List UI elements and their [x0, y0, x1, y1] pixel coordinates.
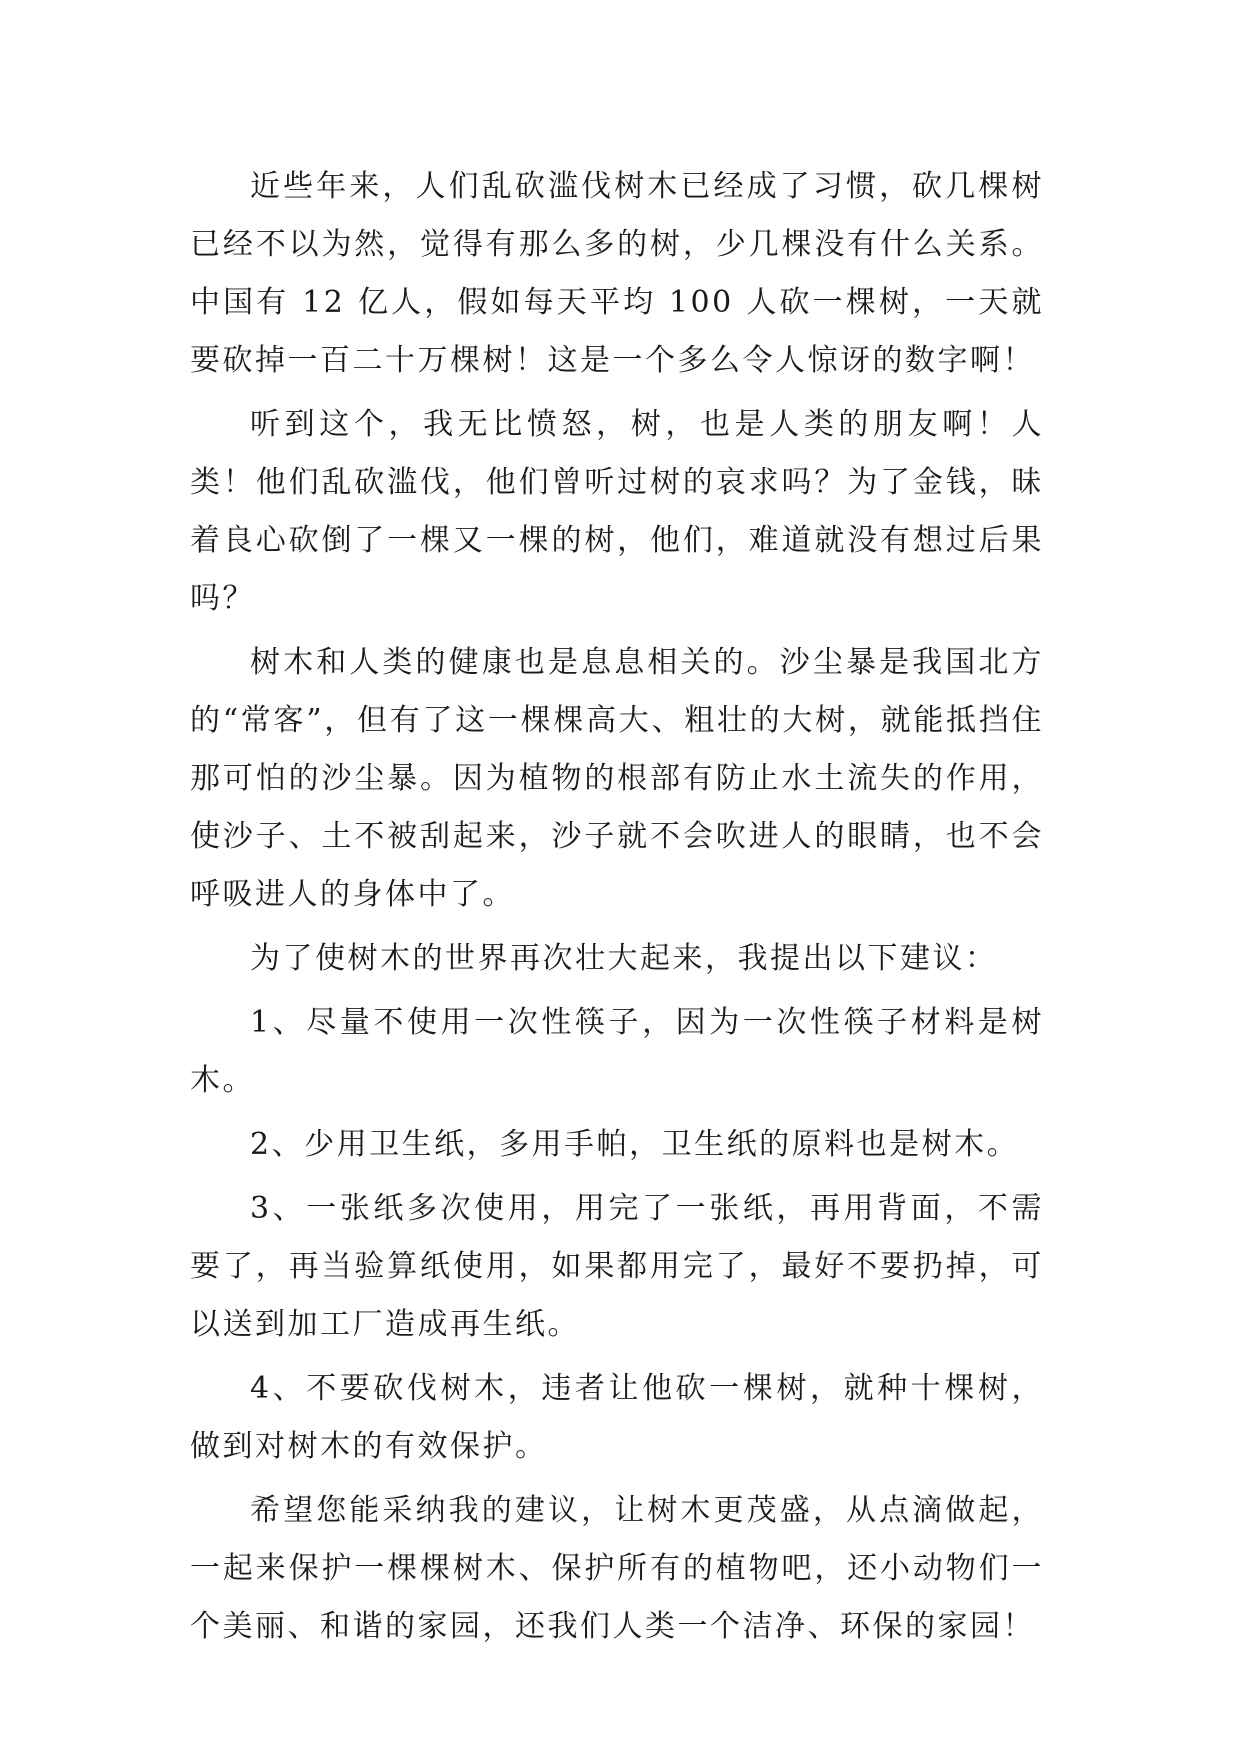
paragraph-intro: 近些年来，人们乱砍滥伐树木已经成了习惯，砍几棵树已经不以为然，觉得有那么多的树，少几棵没有什么关系。中国有 12 亿人，假如每天平均 100 人砍一棵树，一天就要砍掉一百二十万棵树！这是一个多么令人惊讶的数字啊！ — [190, 169, 1044, 378]
paragraph-suggestion-lead: 为了使树木的世界再次壮大起来，我提出以下建议： — [250, 941, 998, 976]
suggestion-item-3: 3、一张纸多次使用，用完了一张纸，再用背面，不需要了，再当验算纸使用，如果都用完了，最好不要扔掉，可以送到加工厂造成再生纸。 — [190, 1191, 1044, 1342]
paragraph-closing: 希望您能采纳我的建议，让树木更茂盛，从点滴做起，一起来保护一棵棵树木、保护所有的植物吧，还小动物们一个美丽、和谐的家园，还我们人类一个洁净、环保的家园！ — [190, 1493, 1044, 1644]
suggestion-item-2: 2、少用卫生纸，多用手帕，卫生纸的原料也是树木。 — [250, 1127, 1020, 1162]
suggestion-item-1: 1、尽量不使用一次性筷子，因为一次性筷子材料是树木。 — [190, 1005, 1044, 1098]
paragraph-anger: 听到这个，我无比愤怒，树，也是人类的朋友啊！人类！他们乱砍滥伐，他们曾听过树的哀求吗？为了金钱，昧着良心砍倒了一棵又一棵的树，他们，难道就没有想过后果吗？ — [190, 407, 1044, 616]
paragraph-health: 树木和人类的健康也是息息相关的。沙尘暴是我国北方的“常客”，但有了这一棵棵高大、粗壮的大树，就能抵挡住那可怕的沙尘暴。因为植物的根部有防止水土流失的作用，使沙子、土不被刮起来，沙子就不会吹进人的眼睛，也不会呼吸进人的身体中了。 — [190, 645, 1044, 912]
document-body — [190, 158, 1044, 1662]
suggestion-item-4: 4、不要砍伐树木，违者让他砍一棵树，就种十棵树，做到对树木的有效保护。 — [190, 1371, 1044, 1464]
